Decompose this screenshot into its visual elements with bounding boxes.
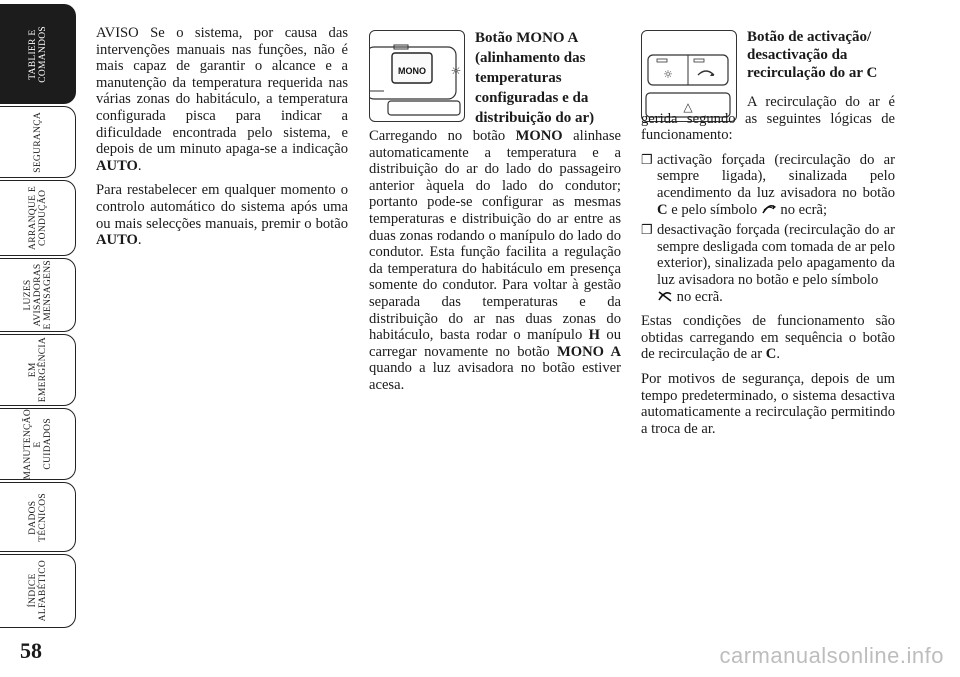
tab-seguranca[interactable] [0,106,76,178]
tab-label: LUZES AVISADORAS E MENSAGENS [22,260,53,330]
bold-text: MONO A [556,343,621,360]
text: activação forçada (recirculação do ar sempre ligada), sinalizada pelo acendimento da luz avisadora no botão [657,151,895,201]
tab-label: SEGURANÇA [32,111,43,173]
svg-text:☼: ☼ [663,68,673,81]
tab-indice-alfabetico[interactable] [0,554,76,628]
svg-text:△: △ [683,100,693,114]
column-2 [369,128,621,402]
paragraph-restabelecer [96,182,348,248]
text: alinhase automaticamente a temperatura e a distribuição do ar do lado do passageiro anterior àquela do lado do condutor; portanto pode-se configurar as mesmas temperaturas e distribuição do ar entre as duas zonas rodando o manípulo do lado do condutor. Esta função facilita a regulação da temperatura do habitáculo em presença somente do condutor. Para voltar à gestão separada das temperaturas e da distribuição do ar nas duas zonas do habitáculo, basta rodar o manípulo [369,128,621,344]
mono-button-illustration [369,30,465,122]
svg-text:☼: ☼ [450,64,462,78]
watermark: carmanualsonline.info [719,643,944,668]
bullet-text [657,222,895,305]
checkbox-bullet-icon: ❒ [641,151,653,167]
text: AVISO Se o sistema, por causa das intervenções manuais nas funções, não é mais capaz de garantir o alcance e a manutenção da temperatura requerida nas várias zonas do habitáculo, a temperatura configurada pisca para indicar a dificuldade encontrada pelo sistema, e depois de um minuto apaga-se a indicação [96,25,348,158]
recirculation-off-icon [657,290,673,302]
text: desactivação forçada (recirculação do ar sempre desligada com tomada de ar pelo exterior), sinalizada pelo apagamento da luz avisadora no botão e pelo símbolo [657,222,895,288]
tab-label: ARRANQUE E CONDUÇÃO [27,186,48,250]
text: no ecrã; [776,201,828,218]
bold-text: C [657,201,668,218]
column-3 [641,94,895,445]
svg-text:MONO: MONO [398,66,426,76]
tab-label: TABLIER E COMANDOS [27,25,48,83]
paragraph-conditions [641,313,895,363]
tab-manutencao-cuidados[interactable] [0,408,76,480]
tab-dados-tecnicos[interactable] [0,482,76,552]
text: . [776,346,780,363]
list-item [641,222,895,305]
text: . [137,232,142,249]
mono-panel-icon [370,31,465,122]
recirculation-on-icon [761,203,777,215]
text: Estas condições de funcionamento são obtidas carregando em sequência o botão de recirculação de ar [641,313,895,363]
text: Carregando no botão [369,128,516,144]
paragraph-aviso [96,25,348,174]
checkbox-bullet-icon: ❒ [641,222,653,238]
text: ou carregar novamente no botão [369,327,621,360]
text: Para restabelecer em qualquer momento o controlo automático do sistema após uma ou mais selecções manuais, premir o botão [96,182,348,232]
bold-text: AUTO [96,232,138,249]
chapter-sidebar [0,0,76,677]
bold-text: C [765,346,777,363]
bold-text: H [588,327,600,344]
column-1 [96,25,348,257]
tab-em-emergencia[interactable] [0,334,76,406]
bold-text: AUTO [96,157,138,174]
list-item [641,152,895,218]
tab-label: DADOS TÉCNICOS [27,492,48,542]
paragraph-safety: Por motivos de segurança, depois de um tempo predeterminado, o sistema desactiva automaticamente a recirculação permitindo a troca de ar. [641,370,895,437]
heading-recirculation-button: Botão de activação/ desactivação da recirculação do ar C [747,29,878,81]
bold-text: MONO [515,128,563,144]
heading-mono-button: Botão MONO A (alinhamento das temperaturas configuradas e da distribuição do ar) [475,30,595,126]
tab-arranque-conducao[interactable] [0,180,76,256]
text: . [137,157,142,174]
tab-tablier-comandos[interactable] [0,4,76,104]
text: e pelo símbolo [667,201,761,218]
tab-luzes-avisadoras[interactable] [0,258,76,332]
paragraph-mono [369,128,621,394]
paragraph-intro: A recirculação do ar é gerida segundo as seguintes lógicas de funcionamento: [641,94,895,144]
text: no ecrã. [673,288,723,305]
page-number: 58 [20,638,42,663]
tab-label: EM EMERGÊNCIA [27,337,48,403]
tab-label: MANUTENÇÃO E CUIDADOS [22,408,53,480]
tab-label: ÍNDICE ALFABÉTICO [27,560,48,622]
bullet-text [657,152,895,218]
text: quando a luz avisadora no botão estiver acesa. [369,360,621,393]
